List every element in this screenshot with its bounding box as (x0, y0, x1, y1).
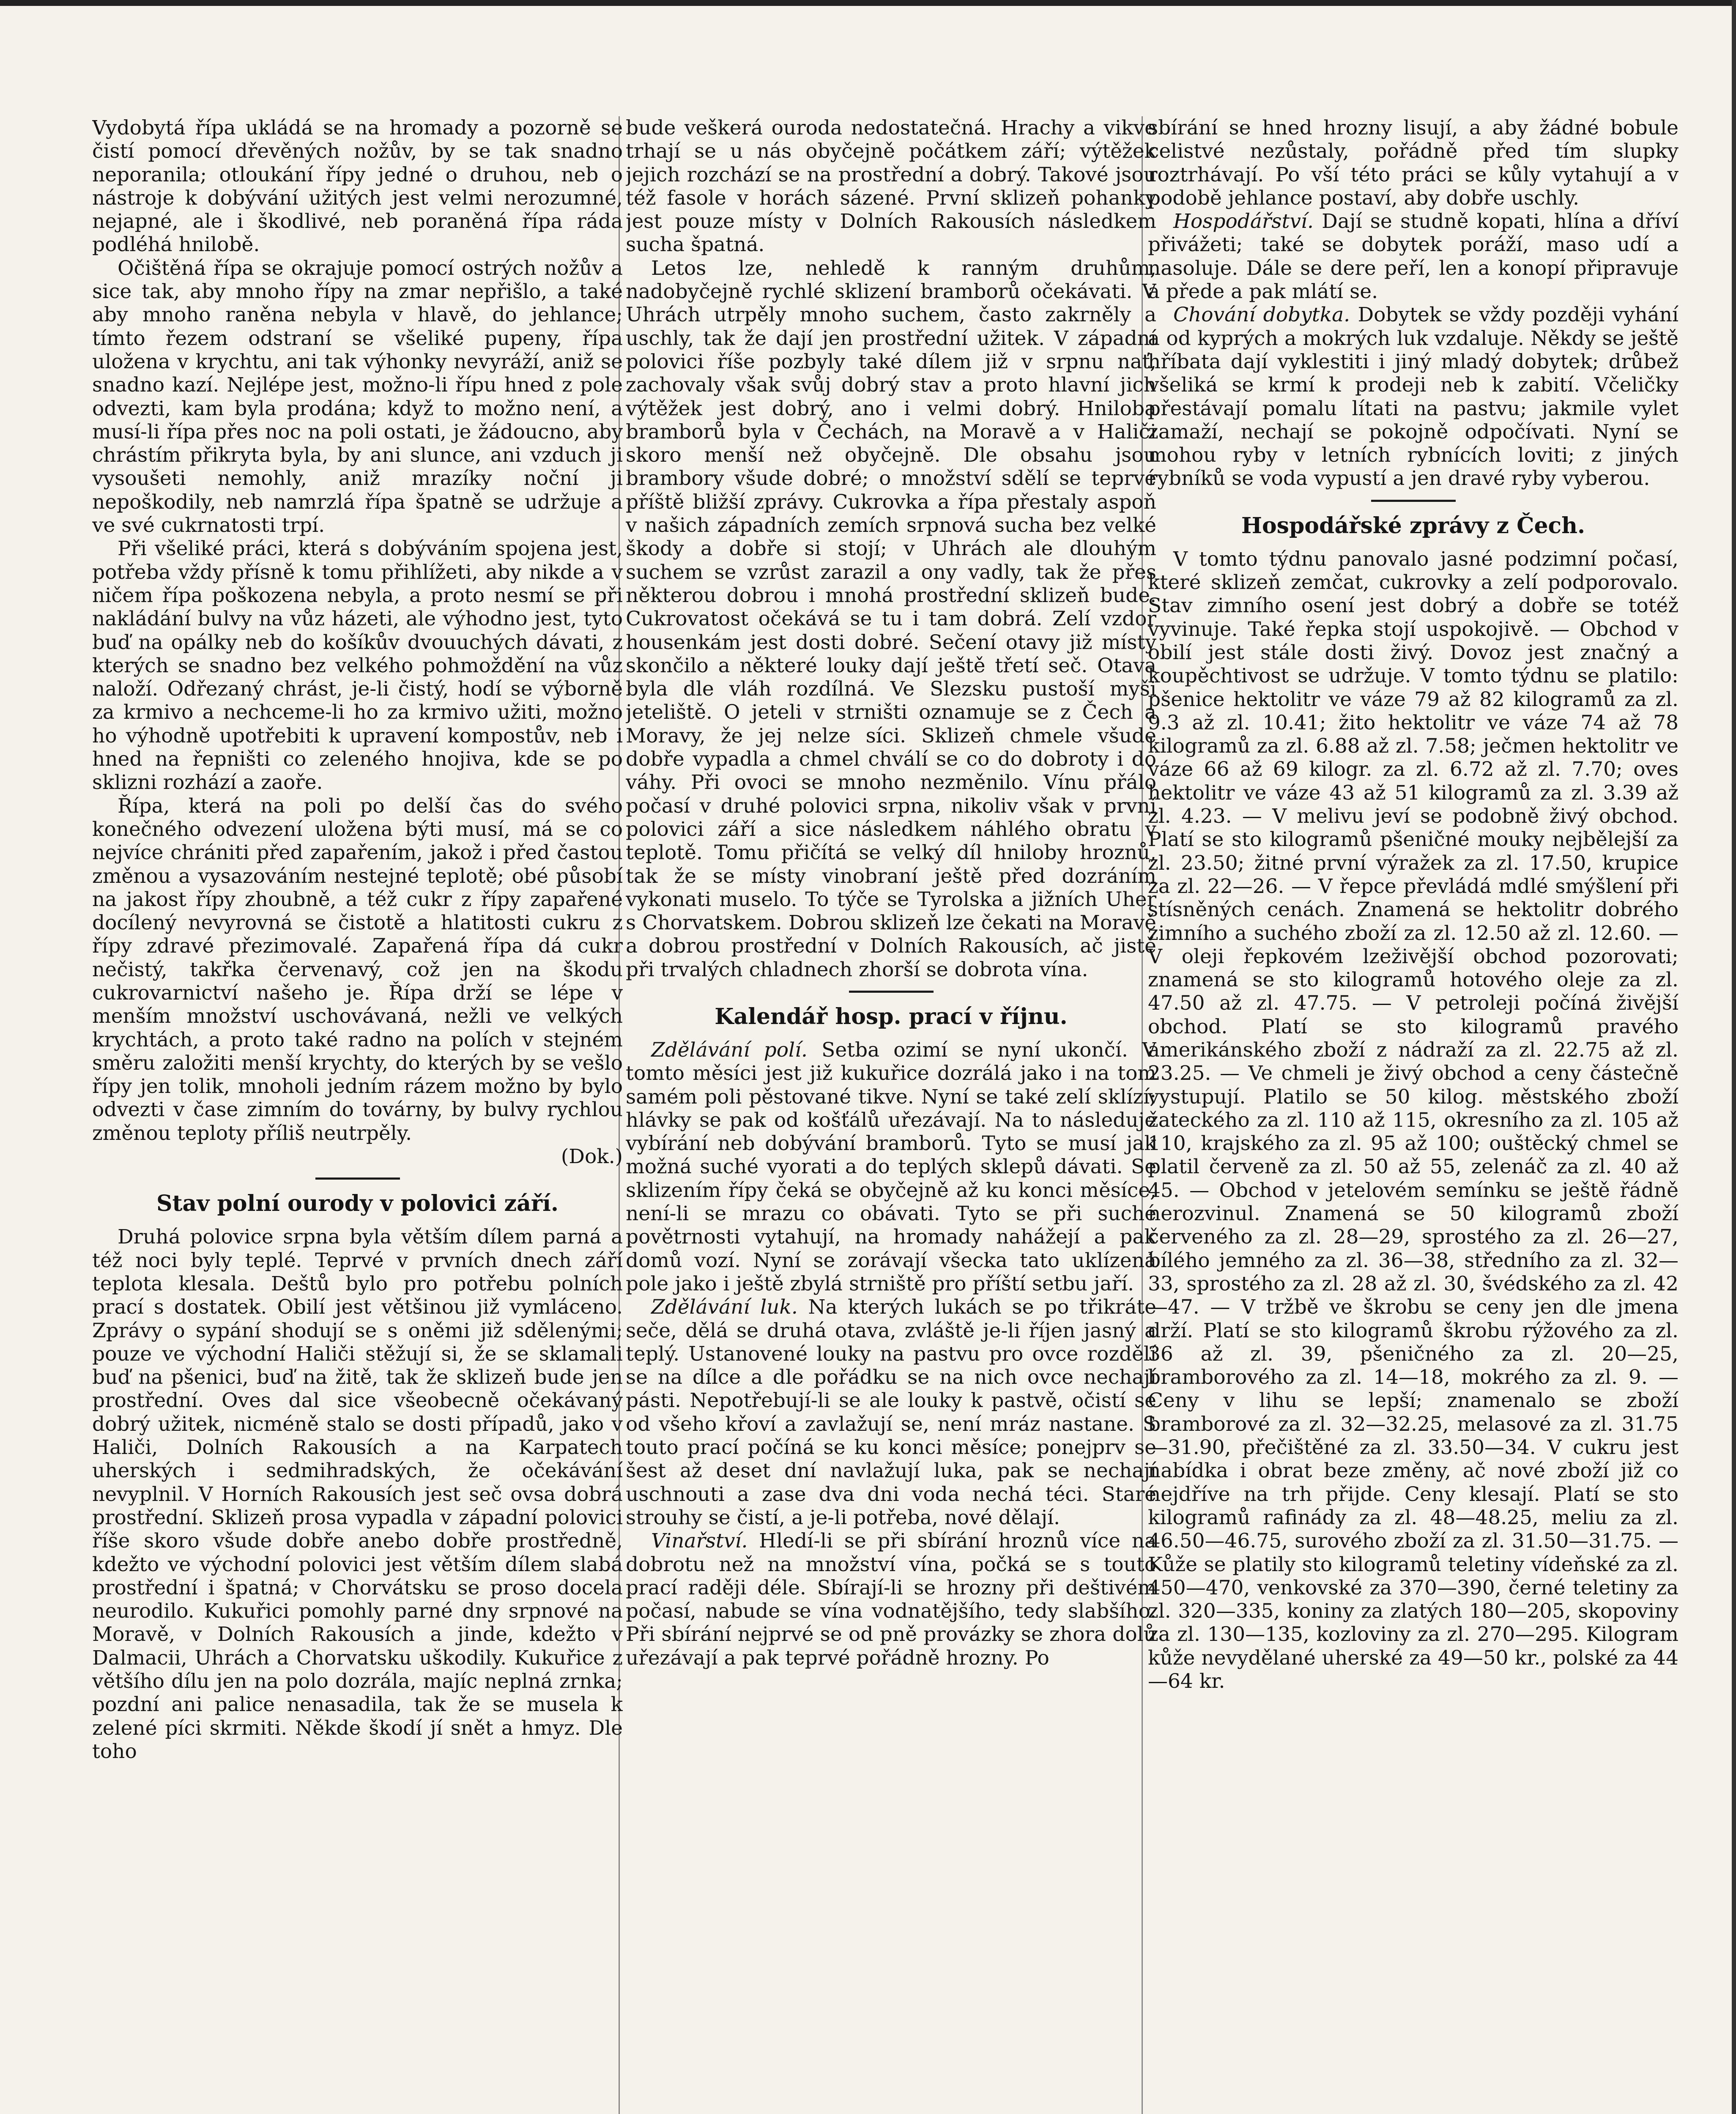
separator-rule (315, 1177, 400, 1180)
page-top-edge (0, 0, 1736, 6)
text-column-3 (1148, 116, 1678, 2114)
paragraph (1148, 303, 1678, 490)
text-column-2 (626, 116, 1156, 2114)
paragraph-lead: Zdělávání polí. (651, 1038, 808, 1062)
paragraph: sbírání se hned hrozny lisují, a aby žádné bobule celistvé nezůstaly, pořádně před tím slupky roztrhávají. Po vší této práci se kůly vytahují a v podobě jehlance postaví, aby dobře uschly. (1148, 116, 1678, 210)
paragraph-text: Dají se studně kopati, hlína a dříví přivážeti; také se dobytek poráží, maso udí a nasoluje. Dále se dere peří, len a konopí připravuje a přede a pak mlátí se. (1148, 210, 1678, 304)
paragraph (626, 1529, 1156, 1670)
page-right-edge (1732, 0, 1736, 2114)
section-heading: Stav polní ourody v polovici září. (156, 1191, 559, 1217)
paragraph: Letos lze, nehledě k ranným druhům, nadobyčejně rychlé sklizení bramborů očekávati. V Uhrách utrpěly mnoho suchem, často zakrněly a uschly, tak že dají jen prostřední užitek. V západní polovici říše pozbyly také dílem již v srpnu nať, zachovaly však svůj dobrý stav a proto hlavní jich výtěžek jest dobrý, ano i velmi dobrý. Hniloba bramborů byla v Čechách, na Moravě a v Haliči skoro menší než obyčejně. Dle obsahu jsou brambory všude dobré; o množství sdělí se teprvé příště bližší zprávy. Cukrovka a řípa přestaly aspoň v našich západních zemích srpnová sucha bez velké škody a dobře si stojí; v Uhrách ale dlouhým suchem se vzrůst zarazil a ony vadly, tak že přes některou dobrou i mnohá prostřední sklizeň bude. Cukrovatost očekává se tu i tam dobrá. Zelí vzdor housenkám jest dosti dobré. Sečení otavy již místy skončilo a některé louky dají ještě třetí seč. Otava byla dle vláh rozdílná. Ve Slezsku pustoší myši jeteliště. O jeteli v strništi oznamuje se z Čech a Moravy, že jej nelze síci. Sklizeň chmele všude dobře vypadla a chmel chválí se co do dobroty i do váhy. Při ovoci se mnoho nezměnilo. Vínu přálo počasí v druhé polovici srpna, nikoliv však v první polovici září a sice následkem náhlého obratu v teplotě. Tomu přičítá se velký díl hniloby hroznů, tak že se místy vinobraní ještě před dozráním vykonati muselo. To týče se Tyrolska a jižních Uher s Chorvatskem. Dobrou sklizeň lze čekati na Moravě a dobrou prostřední v Dolních Rakousích, ač jistě při trvalých chladnech zhorší se dobrota vína. (626, 256, 1156, 981)
paragraph: V tomto týdnu panovalo jasné podzimní počasí, které sklizeň zemčat, cukrovky a zelí podporovalo. Stav zimního osení jest dobrý a dobře se totéž vyvinuje. Také řepka stojí uspokojivě. — Obchod v obilí jest stále dosti živý. Dovoz jest značný a koupěchtivost se udržuje. V tomto týdnu se platilo: pšenice hektolitr ve váze 79 až 82 kilogramů za zl. 9.3 až zl. 10.41; žito hektolitr ve váze 74 až 78 kilogramů za zl. 6.88 až zl. 7.58; ječmen hektolitr ve váze 66 až 69 kilogr. za zl. 6.72 až zl. 7.70; oves hektolitr ve váze 43 až 51 kilogramů za zl. 3.39 až zl. 4.23. — V melivu jeví se podobně živý obchod. Platí se sto kilogramů pšeničné mouky nejbělejší za zl. 23.50; žitné první výražek za zl. 17.50, krupice za zl. 22—26. — V řepce převládá mdlé smýšlení při stísněných cenách. Znamená se hektolitr dobrého zimního a suchého zboží za zl. 12.50 až zl. 12.60. — V oleji řepkovém lzeživější obchod pozorovati; znamená se sto kilogramů hotového oleje za zl. 47.50 až zl. 47.75. — V petroleji počíná živější obchod. Platí se sto kilogramů pravého amerikánského zboží z nádraží za zl. 22.75 až zl. 23.25. — Ve chmeli je živý obchod a ceny částečně vystupují. Platilo se 50 kilog. městského zboží žateckého za zl. 110 až 115, okresního za zl. 105 až 110, krajského za zl. 95 až 100; ouštěcký chmel se platil červeně za zl. 50 až 55, zelenáč za zl. 40 až 45. — Obchod v jetelovém semínku se ještě řádně nerozvinul. Znamená se 50 kilogramů zboží červeného za zl. 28—29, sprostého za zl. 26—27, bílého jemného za zl. 36—38, středního za zl. 32—33, sprostého za zl. 28 až zl. 30, švédského za zl. 42—47. — V tržbě ve škrobu se ceny jen dle jmena drží. Platí se sto kilogramů škrobu rýžového za zl. 36 až zl. 39, pšeničného za zl. 20—25, bramborového za zl. 14—18, mokrého za zl. 9. — Ceny v lihu se lepší; znamenalo se zboží bramborové za zl. 32—32.25, melasové za zl. 31.75—31.90, přečištěné za zl. 33.50—34. V cukru jest nabídka i obrat beze změny, ač nové zboží již co nejdříve na trh přijde. Ceny klesají. Platí se sto kilogramů rafinády za zl. 48—48.25, meliu za zl. 46.50—46.75, surového zboží za zl. 31.50—31.75. — Kůže se platily sto kilogramů teletiny vídeňské za zl. 450—470, venkovské za 370—390, černé teletiny za zl. 320—335, koniny za zlatých 180—205, skopoviny za zl. 130—135, kozloviny za zl. 270—295. Kilogram kůže nevydělané uherské za 49—50 kr., polské za 44—64 kr. (1148, 547, 1678, 1693)
paragraph (626, 1038, 1156, 1295)
article-signature: (Dok.) (561, 1145, 623, 1169)
paragraph: Při všeliké práci, která s dobýváním spojena jest, potřeba vždy přísně k tomu přihlížeti, aby nikde a v ničem řípa poškozena nebyla, a proto nesmí se při nakládání bulvy na vůz házeti, ale výhodno jest, tyto buď na opálky neb do košíkův dvouuchých dávati, z kterých se snadno bez velkého pohmoždění na vůz naloží. Odřezaný chrást, je-li čistý, hodí se výborně za krmivo a nechceme-li ho za krmivo užiti, možno ho výhodně upotřebiti k upravení kompostův, neb i hned na řepništi co zeleného hnojiva, kde se po sklizni rozhází a zaoře. (92, 537, 623, 794)
paragraph: Druhá polovice srpna byla větším dílem parná a též noci byly teplé. Teprvé v prvních dnech září teplota klesala. Deštů bylo pro potřebu polních prací s dostatek. Obilí jest většinou již vymláceno. Zprávy o sypání shodují se s oněmi již sdělenými; pouze ve východní Haliči stěžují si, že se sklamali buď na pšenici, buď na žitě, tak že sklizeň bude jen prostřední. Oves dal sice všeobecně očekávaný dobrý užitek, nicméně stalo se dosti případů, jako v Haliči, Dolních Rakousích a na Karpatech uherských i sedmihradských, že očekávání nevyplnil. V Horních Rakousích jest seč ovsa dobrá prostřední. Sklizeň prosa vypadla v západní polovici říše skoro všude dobře anebo dobře prostředně, kdežto ve východní polovici jest větším dílem slabá prostřední i špatná; v Chorvátsku se proso docela neurodilo. Kukuřici pomohly parné dny srpnové na Moravě, v Dolních Rakousích a jinde, kdežto v Dalmacii, Uhrách a Chorvatsku uškodily. Kukuřice z většího dílu jen na polo dozrála, majíc neplná zrnka; pozdní ani palice nenasadila, tak že se musela k zelené píci skrmiti. Někde škodí jí snět a hmyz. Dle toho (92, 1225, 623, 1763)
paragraph-text: Dobytek se vždy později vyhání a od kyprých a mokrých luk vzdaluje. Někdy se ještě hříbata dají vyklestiti i jiný mladý dobytek; drůbež všeliká se krmí k prodeji neb k zabití. Včeličky přestávají pomalu lítati na pastvu; jakmile vylet zamaží, nechají se pokojně odpočívati. Nyní se mohou ryby v letních rybnících loviti; z jiných rybníků se voda vypustí a jen dravé ryby vyberou. (1148, 303, 1678, 490)
paragraph: bude veškerá ouroda nedostatečná. Hrachy a vikve trhají se u nás obyčejně počátkem září; výtěžek jejich rozchází se na prostřední a dobrý. Takové jsou též fasole v horách sázené. První sklizeň pohanky jest pouze místy v Dolních Rakousích následkem sucha špatná. (626, 116, 1156, 257)
paragraph (626, 1295, 1156, 1529)
paragraph-text: Hledí-li se při sbírání hroznů více na dobrotu než na množství vína, počká se s touto prací raději déle. Sbírají-li se hrozny při deštivém počasí, nabude se vína vodnatějšího, tedy slabšího. Při sbírání nejprvé se od pně provázky se zhora dolů uřezávají a pak teprvé pořádně hrozny. Po (626, 1529, 1156, 1670)
paragraph-text: Na kterých lukách se po třikráte seče, dělá se druhá otava, zvláště je-li říjen jasný a teplý. Ustanovené louky na pastvu pro ovce rozdělí se na dílce a dle pořádku se na nich ovce nechají pásti. Nepotřebují-li se ale louky k pastvě, očistí se od všeho křoví a zavlažují se, není mráz nastane. S touto prací počíná se ku konci měsíce; ponejprv se šest až deset dní navlažují luka, pak se nechají uschnouti a zase dva dni voda nechá téci. Staré strouhy se čistí, a je-li potřeba, nové dělají. (626, 1295, 1156, 1529)
text-column-1 (92, 116, 623, 2114)
section-heading: Kalendář hosp. prací v říjnu. (715, 1003, 1068, 1030)
paragraph-lead: Chování dobytka. (1173, 303, 1350, 327)
paragraph: Řípa, která na poli po delší čas do svého konečného odvezení uložena býti musí, má se co nejvíce chrániti před zapařením, jakož i před častou změnou a vysazováním nestejné teplotě; obé působí na jakost řípy zhoubně, a též cukr z řípy zapařené docílený nevyrovná se čistotě a hlatitosti cukru z řípy zdravé přezimovalé. Zapařená řípa dá cukr nečistý, takřka červenavý, což jen na škodu cukrovarnictví našeho je. Řípa drží se lépe v menším množství uschovávaná, nežli ve velkých krychtách, a proto také radno na polích v stejném směru založiti menší krychty, do kterých by se vešlo řípy jen tolik, mnoholi jedním rázem možno by bylo odvezti v čase zimním do továrny, by bulvy rychlou změnou teploty příliš neutrpěly. (92, 794, 623, 1145)
separator-rule (849, 991, 934, 993)
paragraph-lead: Zdělávání luk. (651, 1295, 798, 1319)
paragraph-lead: Hospodářství. (1173, 210, 1314, 233)
paragraph-text: Setba ozimí se nyní ukončí. V tomto měsíci jest již kukuřice dozrálá jako i na tom samém poli pěstované tikve. Nyní se také zelí sklízí; hlávky se pak od košťálů uřezávají. Na to následuje vybírání neb dobývání bramborů. Tyto se musí jak možná suché vyorati a do teplých sklepů dávati. Se sklizením řípy čeká se obyčejně až ku konci měsíce, není-li se mrazu co obávati. Tyto se při suché povětrnosti vytahují, na hromady nahážejí a pak domů vozí. Nyní se zorávají všecka tato uklízená pole jako i ještě zbylá strniště pro příští setbu jaří. (626, 1038, 1156, 1295)
paragraph (1148, 210, 1678, 303)
paragraph: Očištěná řípa se okrajuje pomocí ostrých nožův a sice tak, aby mnoho řípy na zmar nepřišlo, a také aby mnoho raněna nebyla v hlavě, do jehlance; tímto řezem odstraní se všeliké pupeny, řípa uložena v krychtu, ani tak výhonky nevyráží, aniž se snadno kazí. Nejlépe jest, možno-li řípu hned z pole odvezti, kam byla prodána; když to možno není, a musí-li řípa přes noc na poli ostati, je žádoucno, aby chrástím přikryta byla, by ani slunce, ani vzduch ji vysoušeti nemohly, aniž mrazíky noční ji nepoškodily, neb namrzlá řípa špatně se udržuje a ve své cukrnatosti trpí. (92, 256, 623, 537)
section-heading: Hospodářské zprávy z Čech. (1241, 512, 1585, 539)
separator-rule (1371, 500, 1456, 502)
paragraph: Vydobytá řípa ukládá se na hromady a pozorně se čistí pomocí dřevěných nožův, by se tak snadno neporanila; otloukání řípy jedné o druhou, neb o nástroje k dobývání užitých jest velmi nerozumné, nejapné, ale i škodlivé, neb poraněná řípa ráda podléhá hnilobě. (92, 116, 623, 257)
paragraph-lead: Vinařství. (651, 1529, 748, 1553)
